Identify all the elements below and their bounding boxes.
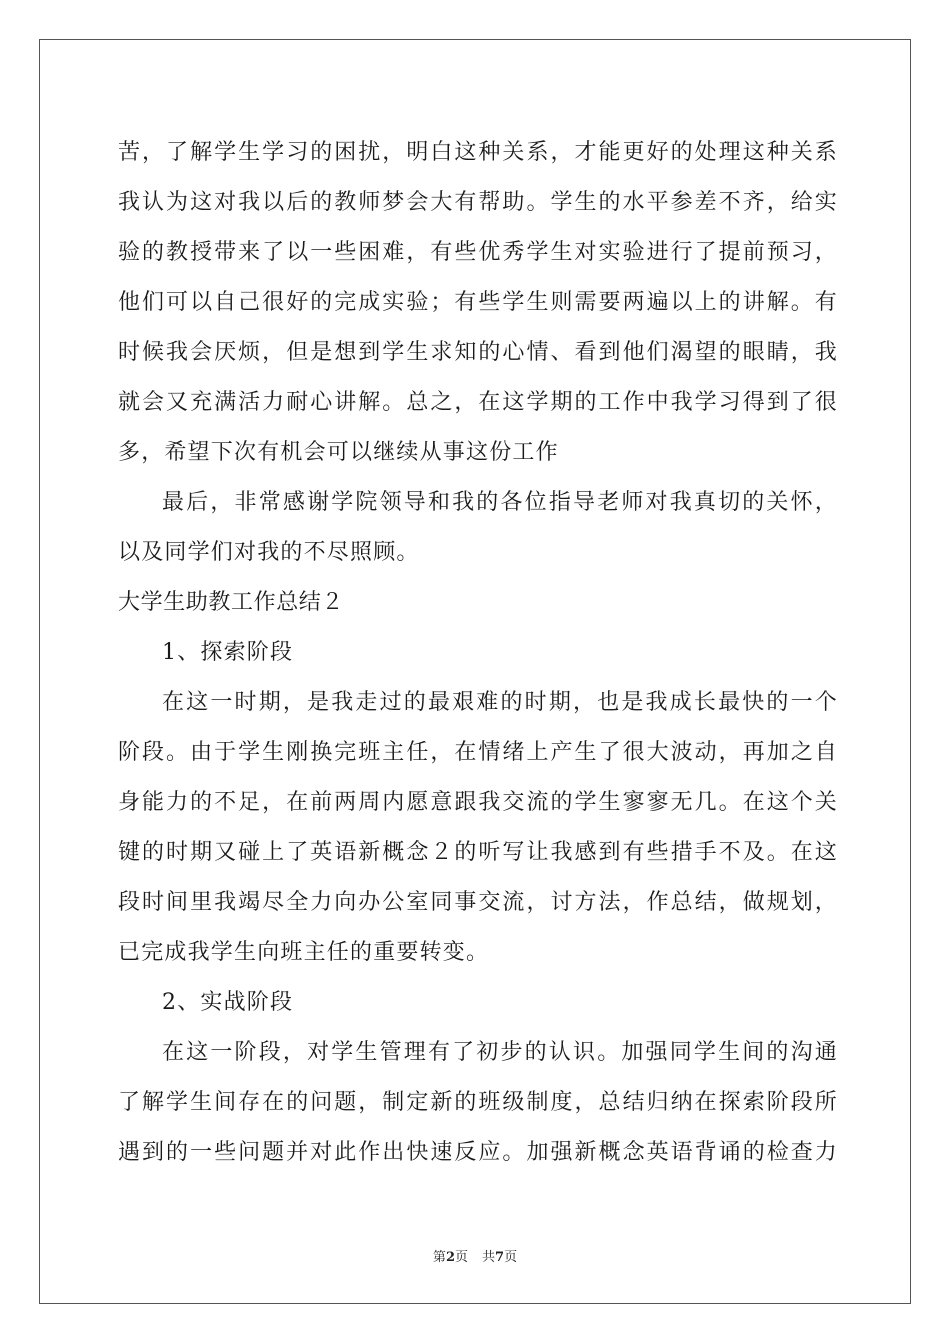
paragraph-line: 段时间里我竭尽全力向办公室同事交流，讨方法，作总结，做规划， — [118, 890, 838, 915]
paragraph-line: 就会又充满活力耐心讲解。总之，在这学期的工作中我学习得到了很 — [118, 390, 838, 415]
paragraph-line: 阶段。由于学生刚换完班主任，在情绪上产生了很大波动，再加之自 — [118, 740, 838, 765]
paragraph-line: 身能力的不足，在前两周内愿意跟我交流的学生寥寥无几。在这个关 — [118, 790, 838, 815]
paragraph-line: 键的时期又碰上了英语新概念２的听写让我感到有些措手不及。在这 — [118, 840, 838, 865]
paragraph-line: 以及同学们对我的不尽照顾。 — [118, 540, 420, 565]
page-prefix: 第 — [432, 1250, 446, 1265]
current-page-number: 2 — [445, 1250, 455, 1265]
page-suffix: 页 — [454, 1250, 468, 1265]
paragraph-line: 多，希望下次有机会可以继续从事这份工作 — [118, 440, 559, 465]
paragraph-line: 了解学生间存在的问题，制定新的班级制度，总结归纳在探索阶段所 — [118, 1090, 838, 1115]
subsection-heading: 2、实战阶段 — [162, 990, 294, 1015]
subsection-heading: 1、探索阶段 — [162, 640, 294, 665]
total-suffix: 页 — [504, 1250, 518, 1265]
section-title: 大学生助教工作总结２ — [118, 590, 345, 615]
paragraph-line: 已完成我学生向班主任的重要转变。 — [118, 940, 490, 965]
paragraph-line: 最后，非常感谢学院领导和我的各位指导老师对我真切的关怀， — [162, 490, 838, 515]
paragraph-line: 验的教授带来了以一些困难，有些优秀学生对实验进行了提前预习， — [118, 240, 838, 265]
paragraph-line: 遇到的一些问题并对此作出快速反应。加强新概念英语背诵的检查力 — [118, 1140, 838, 1165]
total-prefix: 共 — [482, 1250, 496, 1265]
paragraph-line: 在这一时期，是我走过的最艰难的时期，也是我成长最快的一个 — [162, 690, 838, 715]
page-footer — [0, 1246, 950, 1265]
paragraph-line: 时候我会厌烦，但是想到学生求知的心情、看到他们渴望的眼睛，我 — [118, 340, 838, 365]
paragraph-line: 苦，了解学生学习的困扰，明白这种关系，才能更好的处理这种关系 — [118, 140, 838, 165]
document-body — [118, 128, 838, 1178]
paragraph-line: 我认为这对我以后的教师梦会大有帮助。学生的水平参差不齐，给实 — [118, 190, 838, 215]
total-pages-number: 7 — [495, 1250, 505, 1265]
paragraph-line: 他们可以自己很好的完成实验；有些学生则需要两遍以上的讲解。有 — [118, 290, 838, 315]
paragraph-line: 在这一阶段，对学生管理有了初步的认识。加强同学生间的沟通 — [162, 1040, 838, 1065]
